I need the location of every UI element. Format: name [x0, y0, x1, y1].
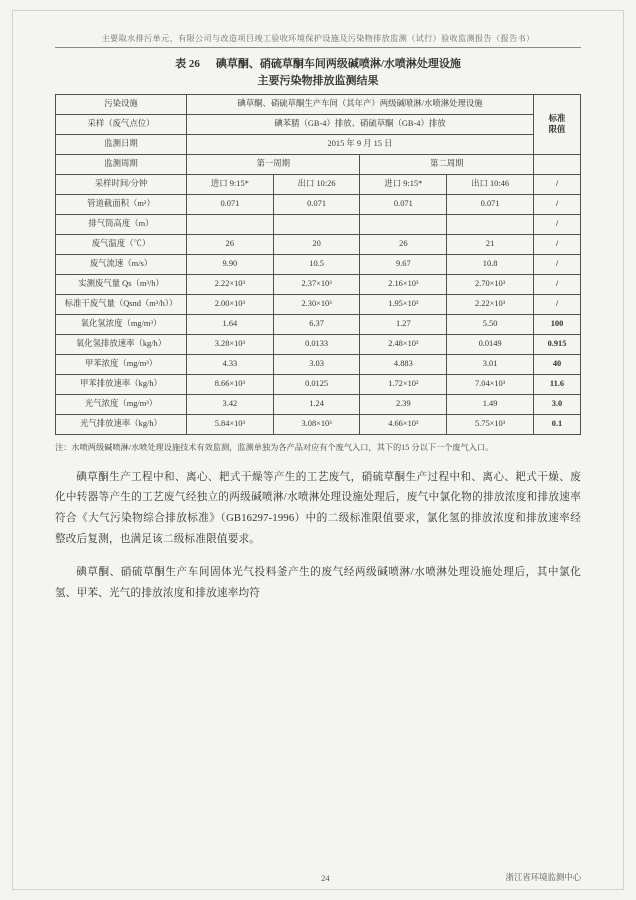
row-value: [273, 215, 360, 235]
row-value: 1.95×10³: [360, 295, 447, 315]
table-row: [56, 415, 581, 435]
row-value: 21: [447, 235, 534, 255]
row-value: 2.30×10³: [273, 295, 360, 315]
page-footer: [55, 871, 581, 883]
row-value: [447, 215, 534, 235]
row-label: 氧化氢排放速率（kg/h）: [56, 335, 187, 355]
row-value: 10.5: [273, 255, 360, 275]
row-value: 进口 9:15*: [360, 175, 447, 195]
row-value: 20: [273, 235, 360, 255]
table-row: [56, 115, 581, 135]
row-value: 26: [360, 235, 447, 255]
page-content: [55, 33, 581, 869]
row-label: 氧化氢浓度（mg/m³）: [56, 315, 187, 335]
row-value: 出口 10:26: [273, 175, 360, 195]
row-value: 0.071: [447, 195, 534, 215]
row-value: 9.90: [187, 255, 274, 275]
row-value: 0.071: [187, 195, 274, 215]
row-label: 监测周期: [56, 155, 187, 175]
row-value: 1.72×10²: [360, 375, 447, 395]
std-limit-cell: 3.0: [534, 395, 581, 415]
table-row: [56, 235, 581, 255]
std-limit-cell: 40: [534, 355, 581, 375]
row-value: 2.22×10³: [447, 295, 534, 315]
std-limit-cell: /: [534, 255, 581, 275]
row-value: 0.071: [273, 195, 360, 215]
row-label: 采样（废气点位）: [56, 115, 187, 135]
row-value: 第二周期: [360, 155, 534, 175]
row-value: 1.27: [360, 315, 447, 335]
row-value: 2.22×10³: [187, 275, 274, 295]
table-row: [56, 215, 581, 235]
std-limit-header: 标准 限值: [534, 95, 581, 155]
table-row: [56, 255, 581, 275]
footer-organization: 浙江省环境监测中心: [505, 873, 581, 882]
row-value: 3.28×10³: [187, 335, 274, 355]
row-label: 光气排放速率（kg/h）: [56, 415, 187, 435]
row-value: 3.01: [447, 355, 534, 375]
std-limit-cell: /: [534, 295, 581, 315]
row-value: 10.8: [447, 255, 534, 275]
paper-sheet: [12, 10, 624, 890]
row-value: 1.64: [187, 315, 274, 335]
row-value: 2.16×10³: [360, 275, 447, 295]
row-value: 0.0133: [273, 335, 360, 355]
table-row: [56, 135, 581, 155]
row-label: 污染设施: [56, 95, 187, 115]
row-value: 5.84×10³: [187, 415, 274, 435]
monitoring-results-table: [55, 94, 581, 435]
table-row: [56, 395, 581, 415]
std-limit-cell: 100: [534, 315, 581, 335]
row-value: 9.67: [360, 255, 447, 275]
row-label: 甲苯排放速率（kg/h）: [56, 375, 187, 395]
row-value: 1.24: [273, 395, 360, 415]
row-value: 3.08×10³: [273, 415, 360, 435]
table-row: [56, 195, 581, 215]
table-row: [56, 315, 581, 335]
row-label: 监测日期: [56, 135, 187, 155]
row-value: 2015 年 9 月 15 日: [187, 135, 534, 155]
table-row: [56, 95, 581, 115]
std-limit-cell: 0.1: [534, 415, 581, 435]
row-value: 出口 10:46: [447, 175, 534, 195]
row-value: 0.071: [360, 195, 447, 215]
row-value: 0.0149: [447, 335, 534, 355]
row-value: 5.50: [447, 315, 534, 335]
row-value: 碘草酮、硝硫草酮生产车间（其年产）两级碱喷淋/水喷淋处理设施: [187, 95, 534, 115]
std-limit-cell: 11.6: [534, 375, 581, 395]
row-value: 7.04×10³: [447, 375, 534, 395]
table-row: [56, 275, 581, 295]
table-title-line1: 碘草酮、硝硫草酮车间两级碱喷淋/水喷淋处理设施: [215, 58, 461, 70]
row-value: 26: [187, 235, 274, 255]
row-label: 排气筒高度（m）: [56, 215, 187, 235]
row-label: 甲苯浓度（mg/m³）: [56, 355, 187, 375]
page-number: 24: [321, 874, 330, 883]
row-value: 4.33: [187, 355, 274, 375]
row-value: 0.0125: [273, 375, 360, 395]
page-header: 主要取水排污单元、有限公司与改造项目竣工验收环境保护设施及污染物排放监测（试行）验收监测报告（报告书）: [101, 34, 535, 43]
table-row: [56, 175, 581, 195]
row-label: 废气温度（℃）: [56, 235, 187, 255]
row-value: 2.37×10³: [273, 275, 360, 295]
row-value: 3.42: [187, 395, 274, 415]
row-label: 废气流速（m/s）: [56, 255, 187, 275]
table-row: [56, 295, 581, 315]
table-row: [56, 375, 581, 395]
row-label: 标准干废气量（Qsnd（m³/h））: [56, 295, 187, 315]
row-value: 2.48×10³: [360, 335, 447, 355]
row-value: 第一周期: [187, 155, 360, 175]
table-note: 注：水喷两级碱喷淋/水喷处理设施技术有效监测，监测单独为各产品对应有个废气入口，其下的15 分以下一个废气入口。: [55, 443, 494, 452]
row-value: 进口 9:15*: [187, 175, 274, 195]
row-value: 5.75×10³: [447, 415, 534, 435]
row-value: 4.883: [360, 355, 447, 375]
std-limit-cell: 0.915: [534, 335, 581, 355]
row-value: [360, 215, 447, 235]
body-paragraph-1: 碘草酮生产工程中和、离心、耙式干燥等产生的工艺废气，硝硫草酮生产过程中和、离心、耙式干燥、废化中转器等产生的工艺废气经独立的两级碱喷淋/水喷淋处理设施处理后，废气中氯化物的排放浓度和排放速率符合《大气污染物综合排放标准》（GB16297-1996）中的二级标准限值要求，氯化氢的排放浓度和排放速率经整改后复测，也满足该二级标准限值要求。: [55, 471, 581, 545]
table-title-line2: 主要污染物排放监测结果: [257, 74, 379, 87]
row-value: 2.39: [360, 395, 447, 415]
table-row: [56, 155, 581, 175]
table-caption: [55, 56, 581, 89]
std-limit-cell: /: [534, 195, 581, 215]
std-limit-cell: /: [534, 235, 581, 255]
row-label: 采样时间/分钟: [56, 175, 187, 195]
row-label: 实测废气量 Qs（m³/h）: [56, 275, 187, 295]
row-value: 碘苯腈（GB-4）排放、硝硫草酮（GB-4）排放: [187, 115, 534, 135]
row-value: 8.66×10³: [187, 375, 274, 395]
std-limit-cell: /: [534, 215, 581, 235]
std-limit-cell: /: [534, 175, 581, 195]
table-row: [56, 355, 581, 375]
row-value: [187, 215, 274, 235]
row-value: 2.70×10³: [447, 275, 534, 295]
row-value: 3.03: [273, 355, 360, 375]
row-value: 2.00×10³: [187, 295, 274, 315]
std-limit-cell: /: [534, 275, 581, 295]
row-value: 1.49: [447, 395, 534, 415]
row-label: 光气浓度（mg/m³）: [56, 395, 187, 415]
body-paragraph-2: 碘草酮、硝硫草酮生产车间固体光气投料釜产生的废气经两级碱喷淋/水喷淋处理设施处理后，其中氯化氢、甲苯、光气的排放浓度和排放速率均符: [55, 567, 581, 599]
table-number: 表 26: [175, 58, 200, 70]
table-row: [56, 335, 581, 355]
row-value: 6.37: [273, 315, 360, 335]
row-label: 管道截面积（m²）: [56, 195, 187, 215]
row-value: 4.66×10³: [360, 415, 447, 435]
std-limit-cell: [534, 155, 581, 175]
header-divider: [55, 47, 581, 48]
